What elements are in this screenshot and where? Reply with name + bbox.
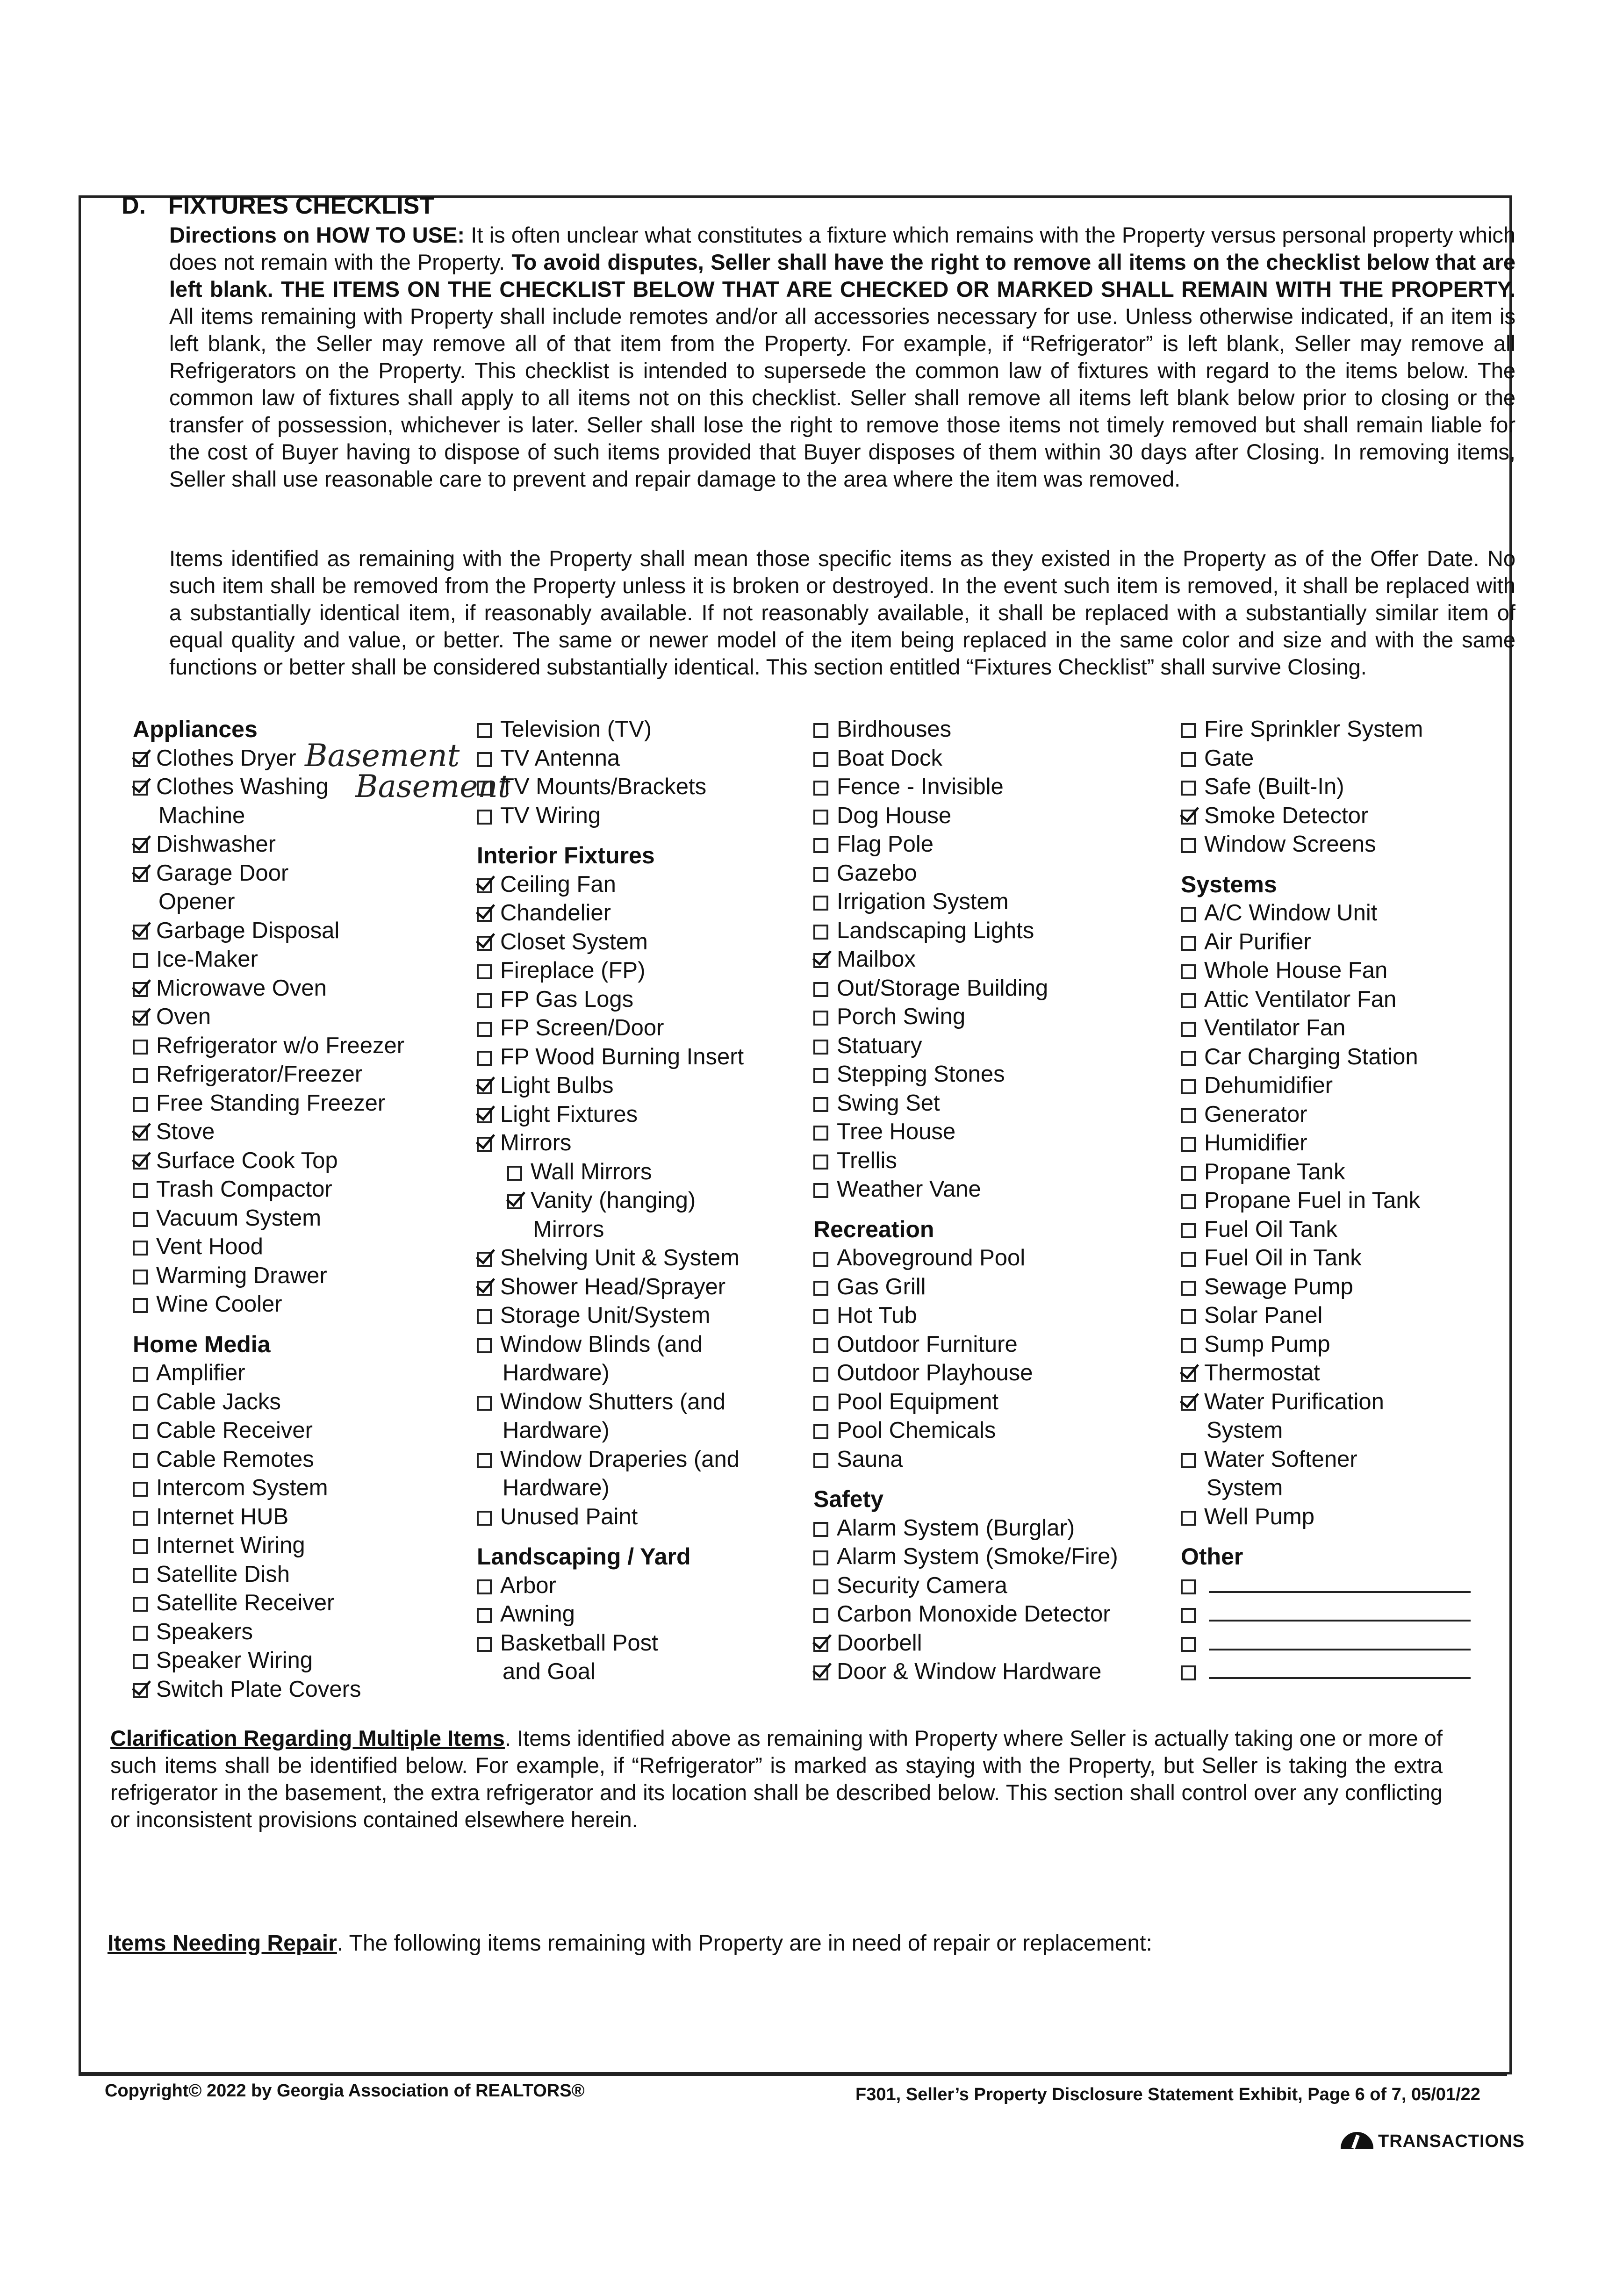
checkbox[interactable]: [1181, 1252, 1196, 1267]
checkbox-checked[interactable]: [477, 907, 492, 922]
item-dehumidifier[interactable]: Dehumidifier: [1181, 1071, 1471, 1100]
footer-form-id: F301, Seller’s Property Disclosure Statement Exhibit, Page 6 of 7, 05/01/22: [855, 2085, 1480, 2104]
checkbox-checked[interactable]: [133, 1683, 148, 1698]
item-cable-remotes[interactable]: Cable Remotes: [133, 1445, 404, 1474]
item-air-purifier[interactable]: Air Purifier: [1181, 928, 1471, 957]
item-tv-antenna[interactable]: TV Antenna: [477, 744, 744, 773]
item-awning[interactable]: Awning: [477, 1600, 744, 1629]
item-door-hardware[interactable]: Door & Window Hardware: [813, 1657, 1118, 1686]
other-blank-line[interactable]: [1209, 1659, 1471, 1679]
checkbox[interactable]: [813, 1522, 828, 1537]
clarification-paragraph: [110, 1725, 1443, 1833]
item-vanity[interactable]: Vanity (hanging): [477, 1186, 744, 1215]
directions-label: Directions on HOW TO USE:: [169, 222, 465, 247]
item-attic-fan[interactable]: Attic Ventilator Fan: [1181, 985, 1471, 1014]
group-other: Other: [1181, 1543, 1243, 1570]
checkbox[interactable]: [477, 964, 492, 979]
checkbox[interactable]: [1181, 1309, 1196, 1324]
checkbox[interactable]: [813, 1011, 828, 1026]
item-water-softener[interactable]: Water Softener: [1181, 1445, 1471, 1474]
checkbox-checked[interactable]: [477, 1079, 492, 1094]
item-flag-pole[interactable]: Flag Pole: [813, 830, 1118, 859]
checkbox-checked[interactable]: [133, 867, 148, 882]
handwritten-washer-note: Basement: [355, 768, 510, 804]
item-safe[interactable]: Safe (Built-In): [1181, 773, 1471, 802]
item-unused-paint[interactable]: Unused Paint: [477, 1503, 744, 1532]
checkbox[interactable]: [1181, 907, 1196, 922]
checkbox[interactable]: [133, 1568, 148, 1583]
checkbox[interactable]: [813, 1367, 828, 1382]
checkbox[interactable]: [133, 1482, 148, 1497]
item-dishwasher[interactable]: Dishwasher: [133, 830, 404, 859]
item-fp-screen[interactable]: FP Screen/Door: [477, 1014, 744, 1043]
checkbox[interactable]: [813, 1550, 828, 1565]
item-propane-tank[interactable]: Propane Tank: [1181, 1158, 1471, 1187]
item-pool-chemicals[interactable]: Pool Chemicals: [813, 1416, 1118, 1445]
checkbox[interactable]: [477, 1579, 492, 1594]
checkbox[interactable]: [477, 1453, 492, 1468]
checkbox-checked[interactable]: [477, 1137, 492, 1152]
item-vent-hood[interactable]: Vent Hood: [133, 1233, 404, 1262]
item-above-pool[interactable]: Aboveground Pool: [813, 1244, 1118, 1273]
checkbox[interactable]: [813, 1579, 828, 1594]
item-blinds-cont: Hardware): [503, 1360, 610, 1385]
item-basketball-cont: and Goal: [503, 1659, 596, 1684]
checkbox[interactable]: [813, 1453, 828, 1468]
checkbox-checked[interactable]: [133, 838, 148, 853]
item-trash-compactor[interactable]: Trash Compactor: [133, 1175, 404, 1204]
item-satellite-receiver[interactable]: Satellite Receiver: [133, 1589, 404, 1618]
item-cable-receiver[interactable]: Cable Receiver: [133, 1416, 404, 1445]
checkbox[interactable]: [1181, 1223, 1196, 1238]
checkbox[interactable]: [133, 1453, 148, 1468]
checkbox[interactable]: [133, 953, 148, 968]
item-dog-house[interactable]: Dog House: [813, 802, 1118, 831]
item-ac-window[interactable]: A/C Window Unit: [1181, 899, 1471, 928]
group-recreation: Recreation: [813, 1216, 934, 1242]
checkbox[interactable]: [813, 1155, 828, 1170]
checkbox-checked[interactable]: [477, 1252, 492, 1267]
item-draperies[interactable]: Window Draperies (and: [477, 1445, 744, 1474]
checkbox[interactable]: [133, 1626, 148, 1641]
item-shower[interactable]: Shower Head/Sprayer: [477, 1273, 744, 1302]
item-generator[interactable]: Generator: [1181, 1100, 1471, 1129]
repair-body: . The following items remaining with Property are in need of repair or replacement:: [337, 1931, 1152, 1956]
item-solar-panel[interactable]: Solar Panel: [1181, 1301, 1471, 1330]
checkbox-checked[interactable]: [1181, 810, 1196, 825]
checkbox[interactable]: [813, 925, 828, 940]
checkbox[interactable]: [133, 1298, 148, 1313]
item-sump-pump[interactable]: Sump Pump: [1181, 1330, 1471, 1359]
item-propane-fuel[interactable]: Propane Fuel in Tank: [1181, 1186, 1471, 1215]
directions-paragraph: [169, 222, 1515, 493]
checkbox[interactable]: [477, 993, 492, 1008]
section-title: FIXTURES CHECKLIST: [168, 192, 435, 219]
item-blinds[interactable]: Window Blinds (and: [477, 1330, 744, 1359]
item-fp-gas[interactable]: FP Gas Logs: [477, 985, 744, 1014]
checkbox[interactable]: [1181, 1579, 1196, 1594]
checkbox[interactable]: [813, 867, 828, 882]
item-thermostat[interactable]: Thermostat: [1181, 1359, 1471, 1388]
checkbox-checked[interactable]: [813, 953, 828, 968]
checkbox-checked[interactable]: [507, 1194, 522, 1209]
checkbox[interactable]: [133, 1040, 148, 1055]
repair-title: Items Needing Repair: [108, 1931, 337, 1956]
checkbox[interactable]: [1181, 752, 1196, 767]
checkbox[interactable]: [1181, 1338, 1196, 1353]
checkbox[interactable]: [133, 1539, 148, 1554]
checkbox-checked[interactable]: [813, 1665, 828, 1680]
item-clothes-washing-cont: Machine: [158, 803, 245, 828]
checkbox[interactable]: [813, 896, 828, 911]
checkbox[interactable]: [813, 1281, 828, 1296]
item-internet-wiring[interactable]: Internet Wiring: [133, 1531, 404, 1560]
group-safety: Safety: [813, 1486, 884, 1512]
item-window-screens[interactable]: Window Screens: [1181, 830, 1471, 859]
checkbox-checked[interactable]: [133, 925, 148, 940]
item-speaker-wiring[interactable]: Speaker Wiring: [133, 1646, 404, 1675]
item-vanity-cont: Mirrors: [533, 1216, 604, 1242]
item-other-1[interactable]: [1181, 1571, 1471, 1600]
item-trellis[interactable]: Trellis: [813, 1147, 1118, 1176]
item-porch-swing[interactable]: Porch Swing: [813, 1003, 1118, 1032]
item-microwave[interactable]: Microwave Oven: [133, 974, 404, 1003]
checkbox[interactable]: [813, 810, 828, 825]
checkbox[interactable]: [813, 1309, 828, 1324]
item-fuel-oil-tank[interactable]: Fuel Oil Tank: [1181, 1215, 1471, 1244]
item-chandelier[interactable]: Chandelier: [477, 899, 744, 928]
item-closet[interactable]: Closet System: [477, 928, 744, 957]
checkbox[interactable]: [813, 1040, 828, 1055]
checkbox[interactable]: [507, 1166, 522, 1181]
item-draperies-cont: Hardware): [503, 1475, 610, 1500]
item-basketball[interactable]: Basketball Post: [477, 1629, 744, 1658]
directions-text-1: It is often unclear what constitutes a fixture which remains with the Property versus personal property which does not remain with the Property.: [169, 222, 1515, 274]
directions-text-2: All items remaining with Property shall include remotes and/or all accessories necessary for use. Unless otherwise indicated, if an item is left blank, the Seller may remove all of that item from the Property. For example, if “Refrigerator” is left blank, Seller may remove all Refrigerators on the Property. This checklist is intended to supersede the common law of fixtures with regard to the items below. The common law of fixtures shall apply to all items not on this checklist. Seller shall remove all items left blank below prior to closing or the transfer of possession, whichever is later. Seller shall lose the right to remove those items not timely removed but shall remain liable for the cost of Buyer having to dispose of such items provided that Buyer disposes of them within 30 days after Closing. In removing items, Seller shall use reasonable care to prevent and repair damage to the area where the item was removed.: [169, 304, 1515, 491]
checkbox[interactable]: [477, 1608, 492, 1623]
checkbox[interactable]: [813, 1338, 828, 1353]
footer-divider: [79, 2074, 1507, 2076]
item-irrigation[interactable]: Irrigation System: [813, 888, 1118, 917]
item-tv-mounts[interactable]: TV Mounts/Brackets: [477, 773, 744, 802]
item-wall-mirrors[interactable]: Wall Mirrors: [477, 1158, 744, 1187]
item-shutters-cont: Hardware): [503, 1418, 610, 1443]
clarification-title: Clarification Regarding Multiple Items: [110, 1726, 505, 1751]
column-4: [1181, 715, 1471, 1686]
item-switch-plate[interactable]: Switch Plate Covers: [133, 1675, 404, 1704]
item-well-pump[interactable]: Well Pump: [1181, 1503, 1471, 1532]
item-internet-hub[interactable]: Internet HUB: [133, 1503, 404, 1532]
checkbox[interactable]: [133, 1654, 148, 1669]
item-fridge-freezer[interactable]: Refrigerator/Freezer: [133, 1060, 404, 1089]
item-statuary[interactable]: Statuary: [813, 1032, 1118, 1061]
checkbox[interactable]: [1181, 1194, 1196, 1209]
item-sprinkler[interactable]: Fire Sprinkler System: [1181, 715, 1471, 744]
item-sewage-pump[interactable]: Sewage Pump: [1181, 1273, 1471, 1302]
checkbox[interactable]: [133, 1270, 148, 1284]
footer-copyright: Copyright© 2022 by Georgia Association of REALTORS®: [105, 2081, 585, 2101]
item-other-2[interactable]: [1181, 1600, 1471, 1629]
item-birdhouses[interactable]: Birdhouses: [813, 715, 1118, 744]
item-garage-door-cont: Opener: [158, 889, 235, 914]
checkbox[interactable]: [813, 1424, 828, 1439]
item-outdoor-furniture[interactable]: Outdoor Furniture: [813, 1330, 1118, 1359]
checkbox[interactable]: [133, 1367, 148, 1382]
item-alarm-smoke[interactable]: Alarm System (Smoke/Fire): [813, 1543, 1118, 1571]
group-appliances: Appliances: [133, 716, 258, 742]
item-mirrors[interactable]: Mirrors: [477, 1129, 744, 1158]
item-garbage-disposal[interactable]: Garbage Disposal: [133, 917, 404, 946]
checkbox-checked[interactable]: [133, 1011, 148, 1026]
item-doorbell[interactable]: Doorbell: [813, 1629, 1118, 1658]
checkbox[interactable]: [1181, 1665, 1196, 1680]
item-other-4[interactable]: [1181, 1657, 1471, 1686]
item-speakers[interactable]: Speakers: [133, 1618, 404, 1647]
item-water-softener-cont: System: [1206, 1475, 1283, 1500]
checkbox-checked[interactable]: [477, 1108, 492, 1123]
item-car-charging[interactable]: Car Charging Station: [1181, 1043, 1471, 1072]
checkbox[interactable]: [1181, 936, 1196, 951]
checkbox[interactable]: [133, 1097, 148, 1112]
item-clothes-dryer[interactable]: Clothes Dryer: [133, 744, 404, 773]
item-alarm-burglar[interactable]: Alarm System (Burglar): [813, 1514, 1118, 1543]
item-playhouse[interactable]: Outdoor Playhouse: [813, 1359, 1118, 1388]
item-water-purification[interactable]: Water Purification: [1181, 1388, 1471, 1417]
checkbox[interactable]: [477, 1051, 492, 1066]
checkbox-checked[interactable]: [1181, 1367, 1196, 1382]
checkbox[interactable]: [477, 1511, 492, 1526]
item-cook-top[interactable]: Surface Cook Top: [133, 1147, 404, 1176]
checkbox[interactable]: [813, 1396, 828, 1411]
item-stove[interactable]: Stove: [133, 1118, 404, 1147]
other-blank-line[interactable]: [1209, 1573, 1471, 1593]
checkbox[interactable]: [477, 1022, 492, 1037]
column-1: [133, 715, 404, 1704]
item-fuel-oil-in[interactable]: Fuel Oil in Tank: [1181, 1244, 1471, 1273]
checkbox[interactable]: [477, 1338, 492, 1353]
item-light-fixtures[interactable]: Light Fixtures: [477, 1100, 744, 1129]
directions-bold: To avoid disputes, Seller shall have the right to remove all items on the checklist below that are left blank. THE ITEMS ON THE CHECKLIST BELOW THAT ARE CHECKED OR MARKED SHALL REMAIN WITH THE PROPERTY.: [169, 250, 1515, 301]
checkbox[interactable]: [1181, 1511, 1196, 1526]
checkbox[interactable]: [133, 1424, 148, 1439]
checkbox[interactable]: [813, 781, 828, 796]
item-security-camera[interactable]: Security Camera: [813, 1571, 1118, 1600]
checkbox[interactable]: [813, 1252, 828, 1267]
item-whole-house-fan[interactable]: Whole House Fan: [1181, 956, 1471, 985]
checkbox[interactable]: [1181, 723, 1196, 738]
item-weather-vane[interactable]: Weather Vane: [813, 1175, 1118, 1204]
checkbox[interactable]: [1181, 781, 1196, 796]
item-tv[interactable]: Television (TV): [477, 715, 744, 744]
column-2: [477, 715, 744, 1686]
checkbox[interactable]: [477, 810, 492, 825]
item-light-bulbs[interactable]: Light Bulbs: [477, 1071, 744, 1100]
transactions-logo-icon: [1341, 2132, 1373, 2149]
checkbox[interactable]: [133, 1396, 148, 1411]
brand-logo: [1341, 2131, 1525, 2152]
item-shutters[interactable]: Window Shutters (and: [477, 1388, 744, 1417]
checkbox[interactable]: [477, 723, 492, 738]
checkbox[interactable]: [813, 752, 828, 767]
item-smoke-detector[interactable]: Smoke Detector: [1181, 802, 1471, 831]
item-humidifier[interactable]: Humidifier: [1181, 1129, 1471, 1158]
item-co-detector[interactable]: Carbon Monoxide Detector: [813, 1600, 1118, 1629]
checkbox-checked[interactable]: [477, 878, 492, 893]
checkbox[interactable]: [1181, 1051, 1196, 1066]
checkbox-checked[interactable]: [133, 752, 148, 767]
section-letter: D.: [122, 192, 146, 219]
checkbox[interactable]: [813, 982, 828, 997]
section-heading: [122, 192, 434, 220]
item-cable-jacks[interactable]: Cable Jacks: [133, 1388, 404, 1417]
checkbox[interactable]: [1181, 993, 1196, 1008]
checkbox[interactable]: [813, 1608, 828, 1623]
item-arbor[interactable]: Arbor: [477, 1571, 744, 1600]
other-blank-line[interactable]: [1209, 1631, 1471, 1650]
item-gate[interactable]: Gate: [1181, 744, 1471, 773]
checkbox[interactable]: [477, 1309, 492, 1324]
item-shelving[interactable]: Shelving Unit & System: [477, 1244, 744, 1273]
checkbox[interactable]: [1181, 1022, 1196, 1037]
checkbox[interactable]: [1181, 1079, 1196, 1094]
column-3: [813, 715, 1118, 1686]
item-ice-maker[interactable]: Ice-Maker: [133, 945, 404, 974]
item-oven[interactable]: Oven: [133, 1003, 404, 1032]
checkbox-checked[interactable]: [133, 1155, 148, 1170]
item-stepping-stones[interactable]: Stepping Stones: [813, 1060, 1118, 1089]
checkbox[interactable]: [1181, 1108, 1196, 1123]
checkbox[interactable]: [133, 1511, 148, 1526]
item-tv-wiring[interactable]: TV Wiring: [477, 802, 744, 831]
checkbox[interactable]: [813, 1097, 828, 1112]
item-outbuilding[interactable]: Out/Storage Building: [813, 974, 1118, 1003]
item-fireplace[interactable]: Fireplace (FP): [477, 956, 744, 985]
item-tree-house[interactable]: Tree House: [813, 1118, 1118, 1147]
checkbox-checked[interactable]: [133, 781, 148, 796]
item-intercom[interactable]: Intercom System: [133, 1474, 404, 1503]
brand-text: TRANSACTIONS: [1378, 2131, 1525, 2151]
checkbox[interactable]: [1181, 1281, 1196, 1296]
item-ceiling-fan[interactable]: Ceiling Fan: [477, 870, 744, 899]
item-fence[interactable]: Fence - Invisible: [813, 773, 1118, 802]
checkbox[interactable]: [133, 1597, 148, 1612]
item-hot-tub[interactable]: Hot Tub: [813, 1301, 1118, 1330]
checkbox[interactable]: [1181, 1637, 1196, 1652]
handwritten-dryer-note: Basement: [305, 738, 460, 774]
checkbox-checked[interactable]: [813, 1637, 828, 1652]
checkbox[interactable]: [133, 1183, 148, 1198]
item-fridge-wo-freezer[interactable]: Refrigerator w/o Freezer: [133, 1032, 404, 1061]
checkbox-checked[interactable]: [133, 982, 148, 997]
checkbox[interactable]: [813, 838, 828, 853]
checkbox[interactable]: [1181, 1137, 1196, 1152]
item-fp-wood[interactable]: FP Wood Burning Insert: [477, 1043, 744, 1072]
checkbox[interactable]: [1181, 1166, 1196, 1181]
item-wine-cooler[interactable]: Wine Cooler: [133, 1290, 404, 1319]
item-warming-drawer[interactable]: Warming Drawer: [133, 1262, 404, 1291]
item-vent-fan[interactable]: Ventilator Fan: [1181, 1014, 1471, 1043]
other-blank-line[interactable]: [1209, 1602, 1471, 1622]
item-pool-equipment[interactable]: Pool Equipment: [813, 1388, 1118, 1417]
checkbox[interactable]: [133, 1068, 148, 1083]
checkbox[interactable]: [813, 1068, 828, 1083]
checkbox[interactable]: [1181, 964, 1196, 979]
item-water-purification-cont: System: [1206, 1418, 1283, 1443]
item-garage-door[interactable]: Garage Door: [133, 859, 404, 888]
item-gazebo[interactable]: Gazebo: [813, 859, 1118, 888]
checkbox[interactable]: [477, 1396, 492, 1411]
checkbox-checked[interactable]: [477, 1281, 492, 1296]
item-clothes-washing[interactable]: Clothes Washing: [133, 773, 404, 802]
item-storage[interactable]: Storage Unit/System: [477, 1301, 744, 1330]
clarification-body: . Items identified above as remaining with Property where Seller is actually taking one or more of such items shall be identified below. For example, if “Refrigerator” is marked as staying with the Property, but Seller is taking the extra refrigerator in the basement, the extra refrigerator and its location shall be described below. This section shall control over any conflicting or inconsistent provisions contained elsewhere herein.: [110, 1726, 1443, 1832]
item-vacuum[interactable]: Vacuum System: [133, 1204, 404, 1233]
checkbox[interactable]: [133, 1241, 148, 1256]
checkbox[interactable]: [813, 1183, 828, 1198]
checkbox[interactable]: [477, 1637, 492, 1652]
item-swing-set[interactable]: Swing Set: [813, 1089, 1118, 1118]
group-systems: Systems: [1181, 871, 1277, 897]
item-satellite-dish[interactable]: Satellite Dish: [133, 1560, 404, 1589]
checkbox[interactable]: [477, 752, 492, 767]
group-landscaping: Landscaping / Yard: [477, 1543, 691, 1570]
item-free-freezer[interactable]: Free Standing Freezer: [133, 1089, 404, 1118]
checkbox[interactable]: [1181, 1608, 1196, 1623]
checkbox[interactable]: [1181, 838, 1196, 853]
checkbox[interactable]: [813, 1126, 828, 1141]
checkbox-checked[interactable]: [133, 1126, 148, 1141]
item-mailbox[interactable]: Mailbox: [813, 945, 1118, 974]
repair-paragraph: [108, 1930, 1152, 1956]
checkbox-checked[interactable]: [477, 936, 492, 951]
item-sauna[interactable]: Sauna: [813, 1445, 1118, 1474]
checkbox[interactable]: [813, 723, 828, 738]
item-gas-grill[interactable]: Gas Grill: [813, 1273, 1118, 1302]
item-other-3[interactable]: [1181, 1629, 1471, 1658]
group-home-media: Home Media: [133, 1331, 271, 1357]
item-amplifier[interactable]: Amplifier: [133, 1359, 404, 1388]
replacement-paragraph: Items identified as remaining with the Property shall mean those specific items as they existed in the Property as of the Offer Date. No such item shall be removed from the Property unless it is broken or destroyed. In the event such item is removed, it shall be replaced with a substantially identical item, if reasonably available. If not reasonably available, it shall be replaced with a substantially similar item of equal quality and value, or better. The same or newer model of the item being replaced in the same color and size and with the same functions or better shall be considered substantially identical. This section entitled “Fixtures Checklist” shall survive Closing.: [169, 546, 1515, 679]
checkbox[interactable]: [1181, 1453, 1196, 1468]
item-landscaping-lights[interactable]: Landscaping Lights: [813, 917, 1118, 946]
group-interior-fixtures: Interior Fixtures: [477, 842, 655, 868]
checkbox[interactable]: [477, 781, 492, 796]
checkbox[interactable]: [133, 1212, 148, 1227]
checkbox-checked[interactable]: [1181, 1396, 1196, 1411]
item-boat-dock[interactable]: Boat Dock: [813, 744, 1118, 773]
